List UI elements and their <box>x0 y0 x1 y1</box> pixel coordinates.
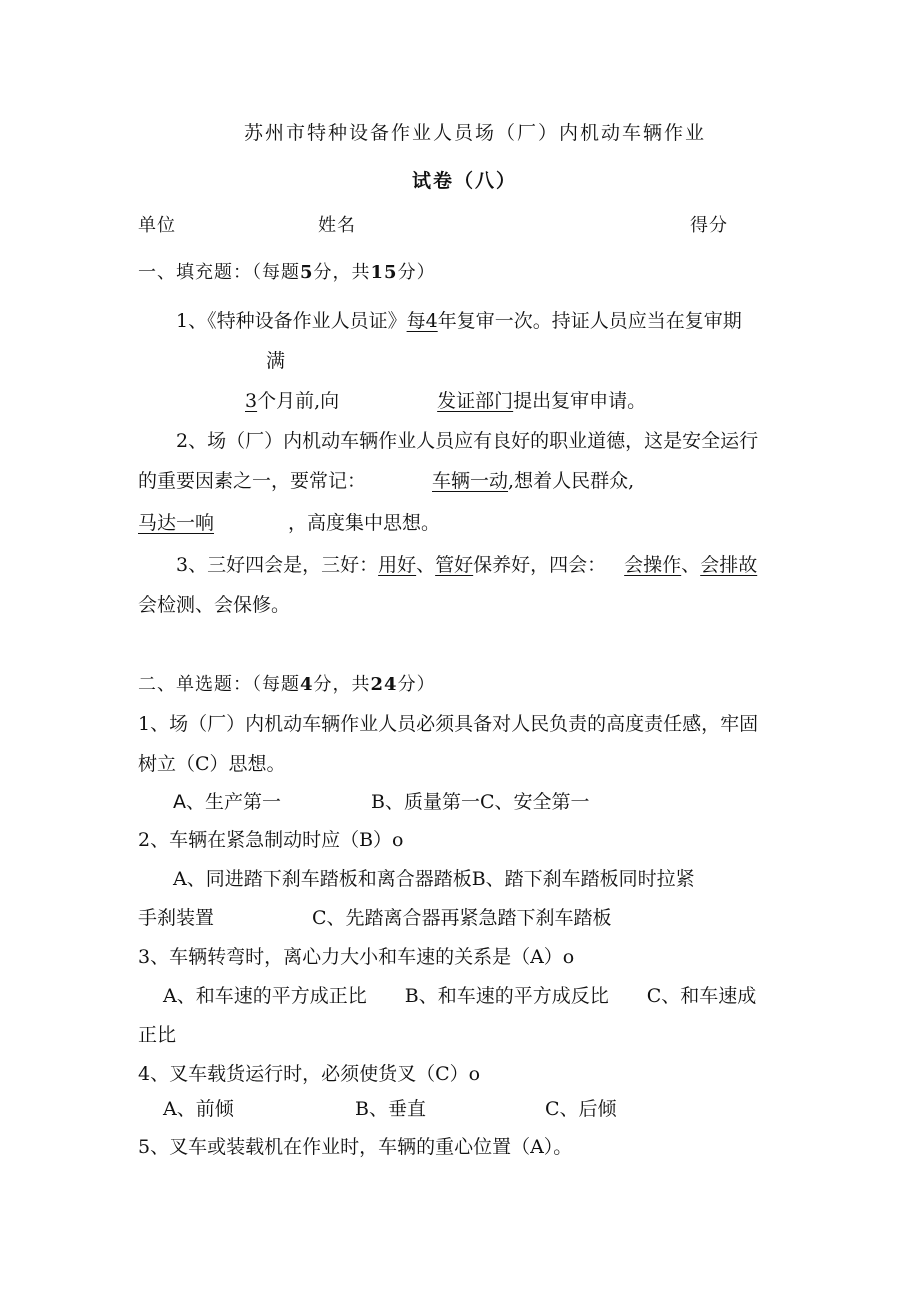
title-line-2: 试卷（八） <box>412 170 518 192</box>
s1-q2-line2: 的重要因素之一，要常记： 车辆一动,想着人民群众, <box>138 470 635 492</box>
header-name: 姓名 <box>318 215 356 236</box>
s1-q2-line3: 马达一响 ，高度集中思想。 <box>138 512 441 534</box>
section2-heading: 二、单选题：（每题4分，共24分） <box>138 674 436 695</box>
s1-q1-line1: 1、《特种设备作业人员证》每4年复审一次。持证人员应当在复审期 <box>176 310 742 332</box>
answer-blank: 3 <box>245 390 258 412</box>
s2-q5-line1: 5、叉车或装载机在作业时，车辆的重心位置（A）。 <box>138 1136 573 1158</box>
header-score: 得分 <box>690 215 728 236</box>
s2-q1-line1: 1、场（厂）内机动车辆作业人员必须具备对人民负责的高度责任感，牢固 <box>138 713 759 735</box>
answer-blank: 车辆一动 <box>432 470 509 492</box>
section1-heading: 一、填充题：（每题5分，共15分） <box>138 262 436 283</box>
answer-blank: 管好 <box>435 554 474 576</box>
s2-q2-line3: 手刹装置 C、先踏离合器再紧急踏下刹车踏板 <box>138 907 612 929</box>
s2-q2-line1: 2、车辆在紧急制动时应（B）o <box>138 829 404 851</box>
s2-q3-line1: 3、车辆转弯时，离心力大小和车速的关系是（A）o <box>138 946 575 968</box>
s1-q1-line2: 满 <box>266 350 286 372</box>
s2-q3-line3: 正比 <box>138 1024 177 1046</box>
s2-q1-options: A、生产第一 B、质量第一C、安全第一 <box>173 791 590 813</box>
s1-q2-line1: 2、场（厂）内机动车辆作业人员应有良好的职业道德，这是安全运行 <box>176 430 759 452</box>
title-line-1: 苏州市特种设备作业人员场（厂）内机动车辆作业 <box>244 122 707 144</box>
s2-q4-option-b: B、垂直 <box>355 1098 426 1120</box>
s1-q3-line2: 会检测、会保修。 <box>138 594 291 616</box>
s2-q1-line2: 树立（C）思想。 <box>138 753 286 775</box>
s2-q3-options: A、和车速的平方成正比 B、和车速的平方成反比 C、和车速成 <box>163 985 757 1007</box>
answer-blank: 每4 <box>406 310 438 332</box>
s2-q4-option-a: A、前倾 <box>163 1098 234 1120</box>
s2-q4-line1: 4、叉车载货运行时，必须使货叉（C）o <box>138 1063 481 1085</box>
answer-blank: 会排故 <box>700 554 758 576</box>
answer-blank: 用好 <box>378 554 417 576</box>
answer-blank: 发证部门 <box>437 390 514 412</box>
s2-q2-line2: A、同进踏下刹车踏板和离合器踏板B、踏下刹车踏板同时拉紧 <box>173 868 695 890</box>
s1-q1-line3: 3个月前,向 发证部门提出复审申请。 <box>245 390 647 412</box>
answer-blank: 会操作 <box>624 554 682 576</box>
s1-q3-line1: 3、三好四会是，三好：用好、管好保养好，四会： 会操作、会排故 <box>176 554 758 576</box>
s2-q4-option-c: C、后倾 <box>545 1098 617 1120</box>
answer-blank: 马达一响 <box>138 512 215 534</box>
header-unit: 单位 <box>138 215 176 236</box>
